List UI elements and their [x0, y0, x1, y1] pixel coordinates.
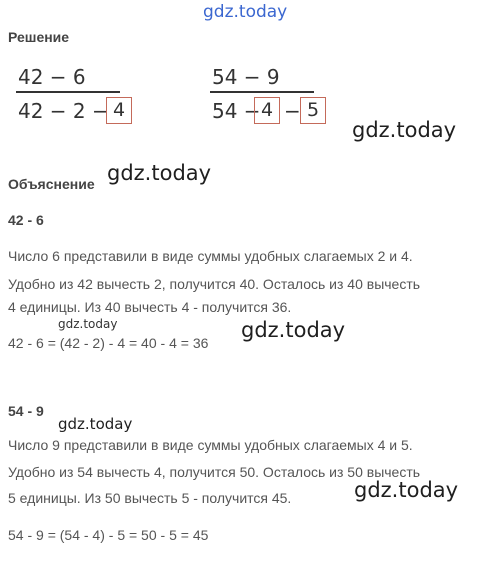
- problem2-minus-sign: −: [284, 99, 301, 123]
- section2-line-3: 5 единицы. Из 50 вычесть 5 - получится 45.: [8, 490, 292, 506]
- section2-line-2: Удобно из 54 вычесть 4, получится 50. Осталось из 50 вычесть: [8, 464, 421, 480]
- watermark-top: gdz.today: [203, 2, 288, 22]
- problem1-answer-box: 4: [106, 97, 132, 124]
- section1-line-1: Число 6 представили в виде суммы удобных слагаемых 2 и 4.: [8, 248, 413, 264]
- problem2-answer-box-2: 5: [300, 97, 326, 124]
- section2-formula: 54 - 9 = (54 - 4) - 5 = 50 - 5 = 45: [8, 527, 209, 543]
- watermark: gdz.today: [58, 415, 133, 433]
- problem1-top-expression: 42 − 6: [18, 65, 86, 89]
- problem2-bottom-expression: 54 −: [212, 99, 261, 123]
- section1-line-2: Удобно из 42 вычесть 2, получится 40. Осталось из 40 вычесть: [8, 276, 421, 292]
- problem1-bottom-expression: 42 − 2 −: [18, 99, 109, 123]
- watermark: gdz.today: [354, 478, 459, 502]
- problem1-fraction-line: [16, 91, 120, 93]
- solution-heading: Решение: [8, 29, 70, 45]
- watermark: gdz.today: [241, 318, 346, 342]
- section2-line-1: Число 9 представили в виде суммы удобных слагаемых 4 и 5.: [8, 437, 413, 453]
- section1-formula: 42 - 6 = (42 - 2) - 4 = 40 - 4 = 36: [8, 335, 209, 351]
- section1-title: 42 - 6: [8, 212, 44, 228]
- watermark: gdz.today: [58, 317, 118, 331]
- watermark: gdz.today: [107, 161, 212, 185]
- problem2-fraction-line: [210, 91, 314, 93]
- section2-title: 54 - 9: [8, 403, 44, 419]
- problem2-top-expression: 54 − 9: [212, 65, 280, 89]
- section1-line-3: 4 единицы. Из 40 вычесть 4 - получится 36.: [8, 299, 292, 315]
- explanation-heading: Объяснение: [8, 176, 95, 192]
- problem2-answer-box-1: 4: [254, 97, 280, 124]
- watermark: gdz.today: [352, 118, 457, 142]
